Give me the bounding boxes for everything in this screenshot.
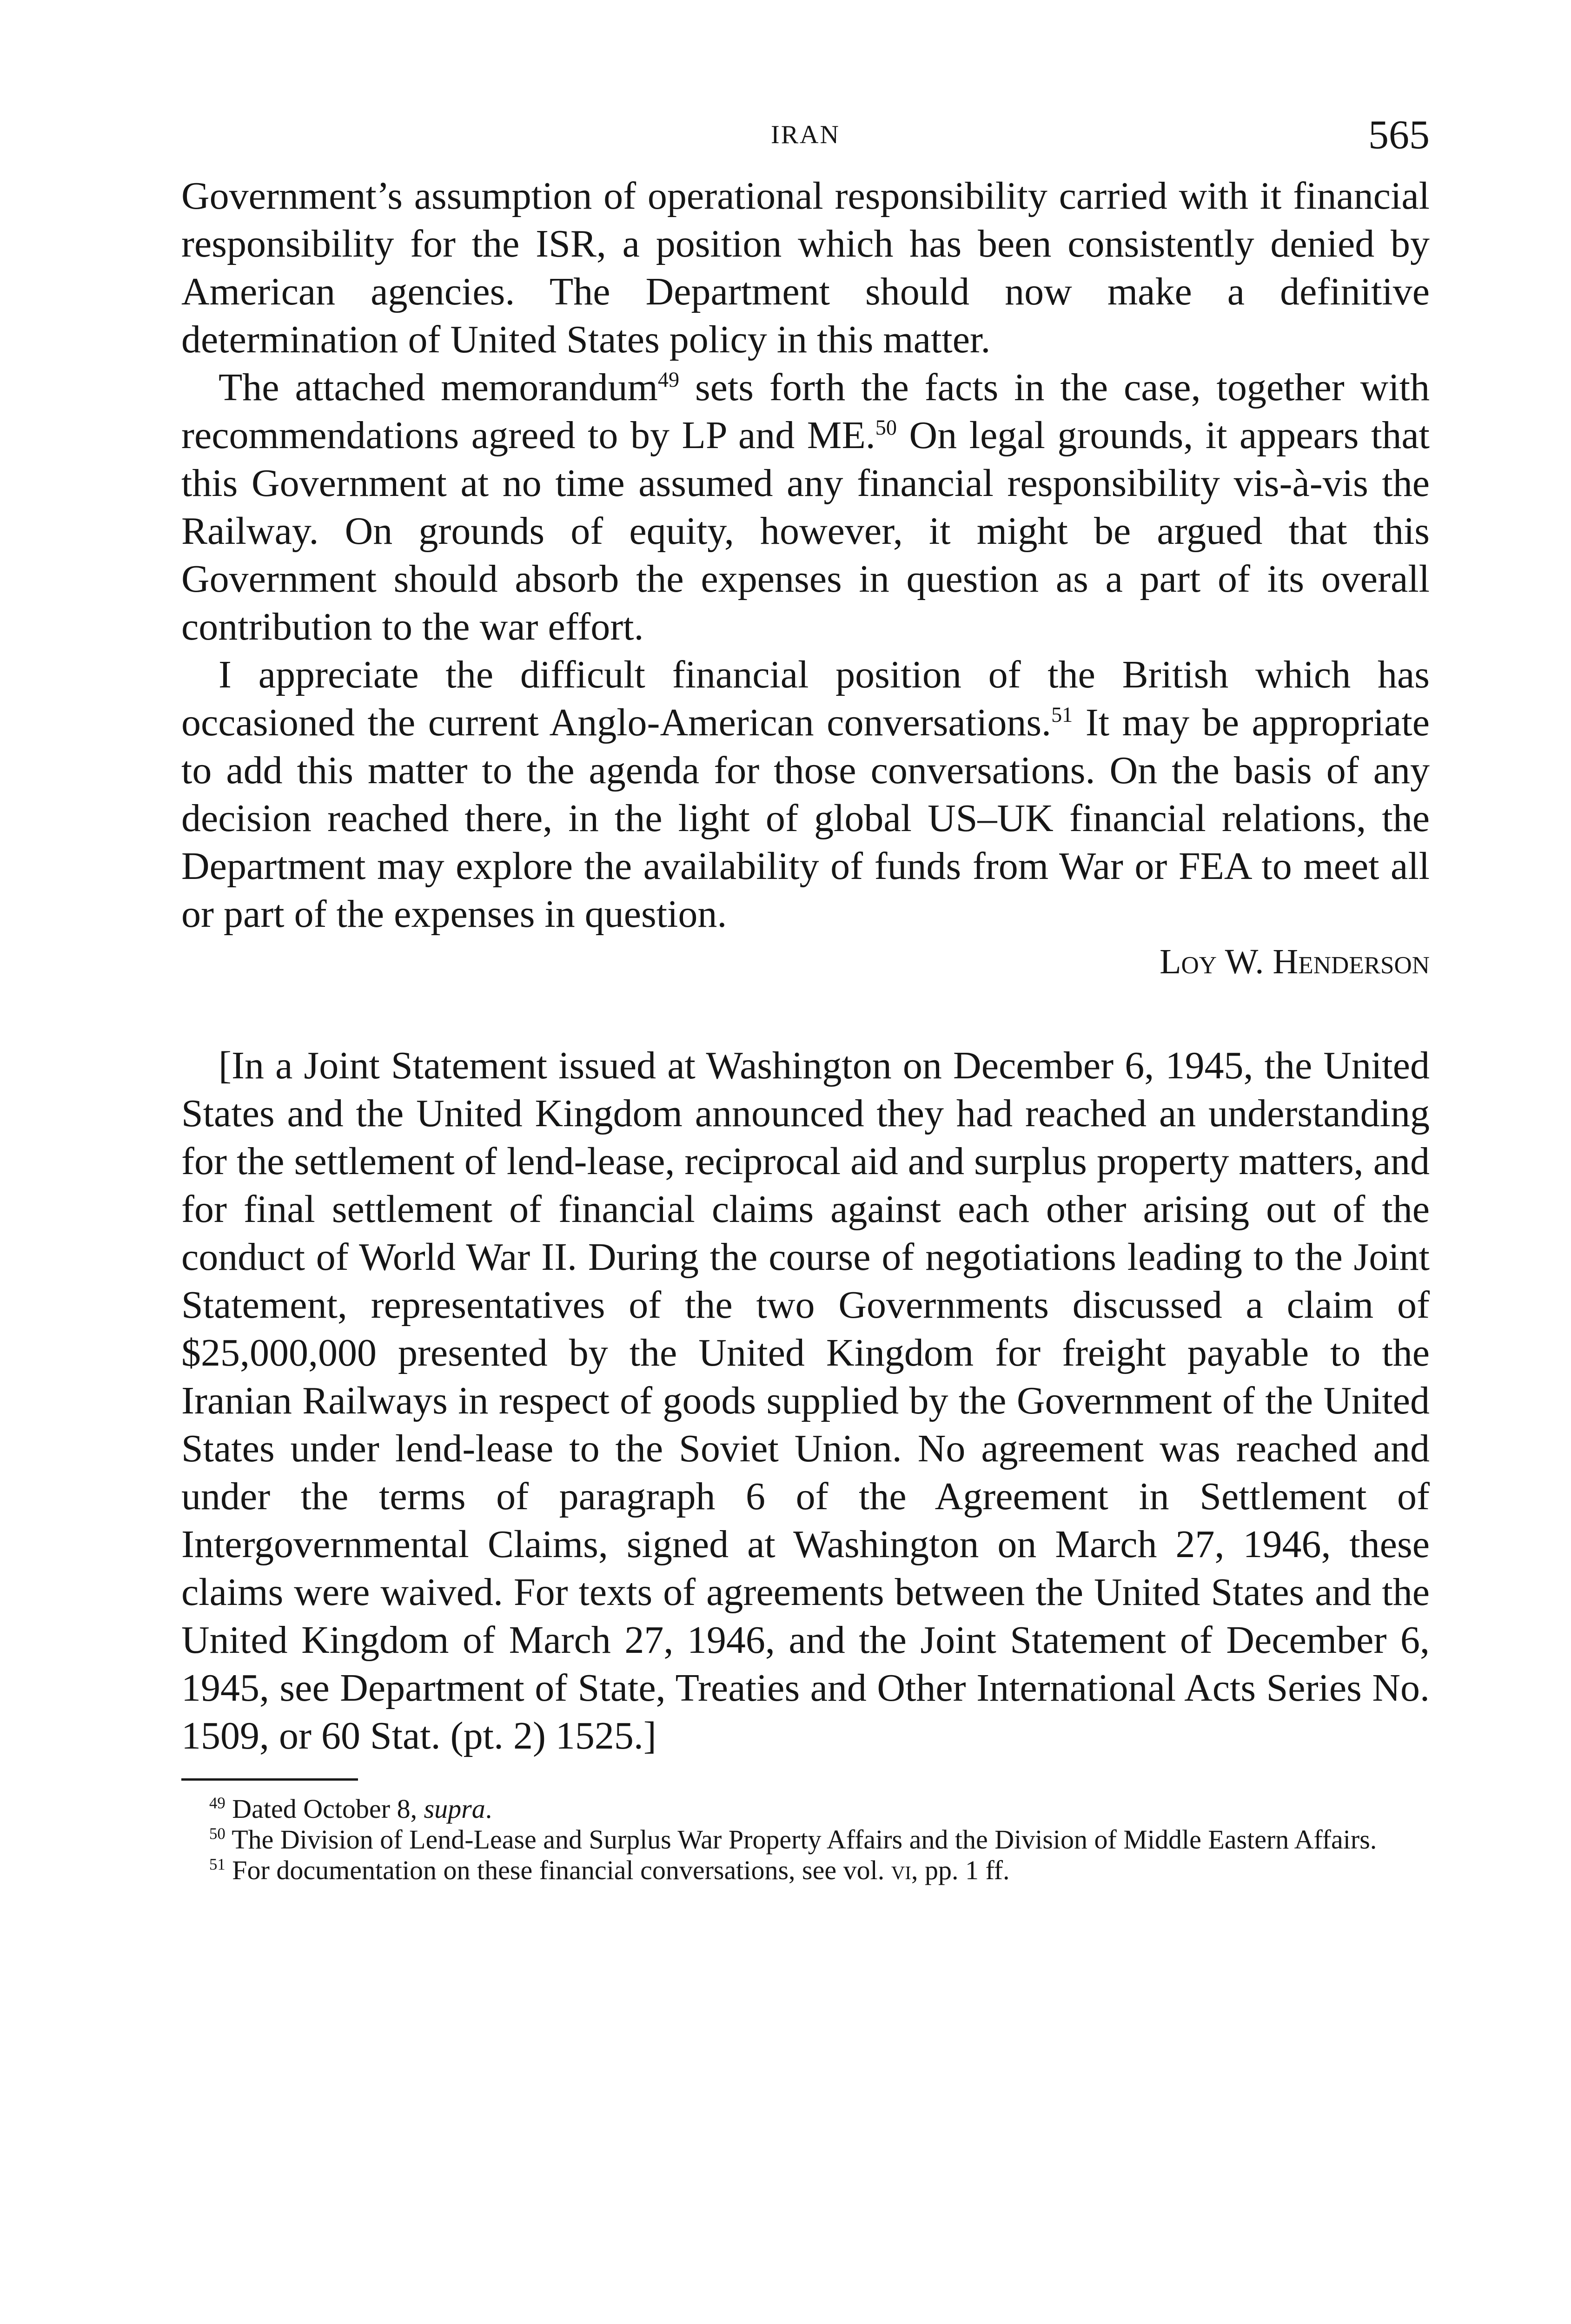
footnote-mark: 49: [209, 1794, 225, 1812]
footnote-text: The Division of Lend-Lease and Surplus War Property Affairs and the Division of Middle Eastern Affairs.: [232, 1824, 1377, 1855]
running-title: IRAN: [771, 120, 840, 149]
paragraph-text: It may be appropriate to add this matter to the agenda for those conversations. On the basis of any decision reached there, in the light of global US–UK financial relations, the Department may explore the availability of funds from War or FEA to meet all or part of the expenses in question.: [181, 701, 1430, 936]
paragraph-text: The attached memorandum: [219, 366, 658, 409]
document-page: [181, 112, 1430, 1886]
editorial-note: [In a Joint Statement issued at Washington on December 6, 1945, the United States and the United Kingdom announced they had reached an understanding for the settlement of lend-lease, reciprocal aid and surplus property matters, and for final settlement of financial claims against each other arising out of the conduct of World War II. During the course of negotiations leading to the Joint Statement, representatives of the two Governments discussed a claim of $25,000,000 presented by the United Kingdom for freight payable to the Iranian Railways in respect of goods supplied by the Government of the United States under lend-lease to the Soviet Union. No agreement was reached and under the terms of paragraph 6 of the Agreement in Settlement of Intergovernmental Claims, signed at Washington on March 27, 1946, these claims were waived. For texts of agreements between the United States and the United Kingdom of March 27, 1946, and the Joint Statement of December 6, 1945, see Department of State, Treaties and Other International Acts Series No. 1509, or 60 Stat. (pt. 2) 1525.]: [181, 1044, 1430, 1757]
signature: Loy W. Henderson: [1160, 942, 1430, 981]
paragraph-3: [181, 651, 1430, 938]
footnote-reference[interactable]: 51: [1051, 703, 1073, 726]
paragraph-text: sets forth the facts in the case, together with recommendations agreed to by LP and ME.: [181, 366, 1430, 457]
page-number: 565: [1368, 112, 1430, 158]
paragraph-2: [181, 363, 1430, 651]
footnote-51: [181, 1855, 1430, 1886]
paragraph-text: On legal grounds, it appears that this Government at no time assumed any financial responsibility vis-à-vis the Railway. On grounds of equity, however, it might be argued that this Government should absorb the expenses in question as a part of its overall contribution to the war effort.: [181, 414, 1430, 648]
footnote-text: .: [485, 1794, 492, 1824]
letter-body: [181, 172, 1430, 986]
footnote-text: For documentation on these financial conversations, see vol.: [232, 1855, 891, 1885]
paragraph-text: I appreciate the difficult financial position of the British which has occasioned the current Anglo-American conversations.: [181, 653, 1430, 744]
footnote-text: , pp. 1 ff.: [911, 1855, 1010, 1885]
footnote-mark: 51: [209, 1855, 225, 1874]
footnote-italic: supra: [424, 1794, 485, 1824]
volume-numeral: vi: [891, 1855, 911, 1885]
footnote-50: [181, 1824, 1430, 1855]
footnote-49: [181, 1794, 1430, 1824]
paragraph-1: [181, 172, 1430, 363]
footnote-reference[interactable]: 49: [657, 368, 680, 391]
footnotes: [181, 1794, 1430, 1886]
paragraph-text: Government’s assumption of operational responsibility carried with it financial responsibility for the ISR, a position which has been consistently denied by American agencies. The Department should now make a definitive determination of United States policy in this matter.: [181, 174, 1430, 361]
footnote-text: Dated October 8,: [232, 1794, 424, 1824]
footnote-reference[interactable]: 50: [875, 416, 897, 439]
running-header: [181, 112, 1430, 163]
footnote-mark: 50: [209, 1824, 225, 1843]
footnote-divider: [181, 1778, 358, 1781]
